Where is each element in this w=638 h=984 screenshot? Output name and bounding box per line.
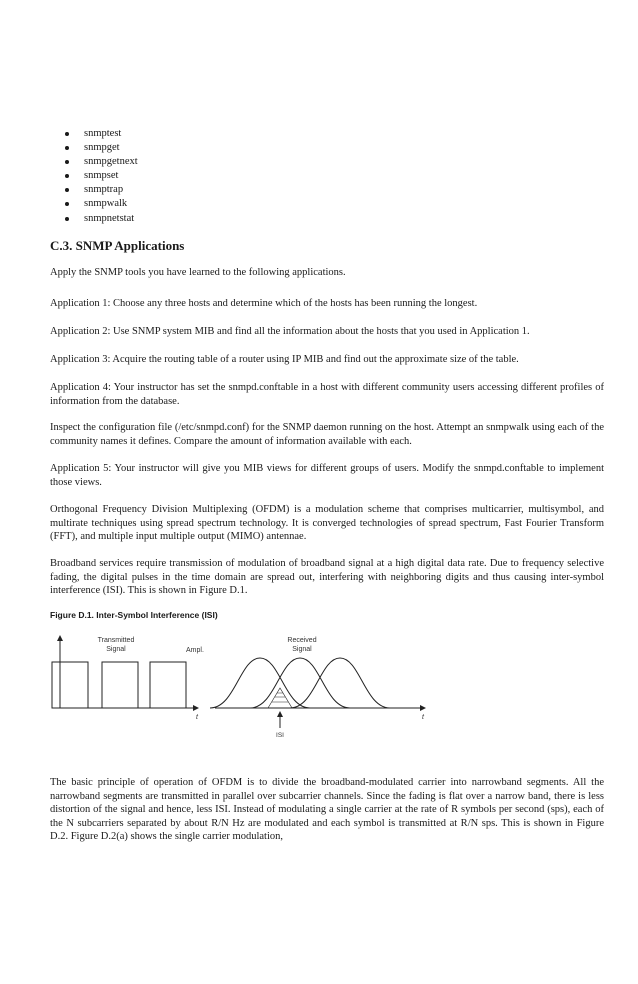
- isi-figure: [50, 632, 430, 740]
- transmitted-pulse: [52, 662, 88, 708]
- snmp-tools-list: [62, 127, 138, 226]
- received-label: Received: [287, 637, 317, 644]
- paragraph-application-2: Application 2: Use SNMP system MIB and find all the information about the hosts that you used in Application 1.: [50, 326, 530, 337]
- paragraph-ofdm-principle: The basic principle of operation of OFDM is to divide the broadband-modulated carrier into narrowband segments. All the narrowband segments are transmitted in parallel over subcarrier channels. Since the fading is flat over a narrow band, there is less distortion of the signal and hence, less ISI. Instead of modulating a single carrier at the rate of R symbols per second (sps), each of the N subcarriers separated by about R/N Hz are modulated and each symbol is transmitted at R/N sps. This is shown in Figure D.2. Figure D.2(a) shows the single carrier modulation,: [50, 777, 604, 843]
- transmitted-pulse: [102, 662, 138, 708]
- received-pulse: [250, 658, 350, 708]
- list-item: snmptest: [62, 127, 138, 141]
- transmitted-label: Signal: [106, 646, 126, 653]
- list-item: snmptrap: [62, 183, 138, 197]
- transmitted-signal-panel: [52, 636, 199, 721]
- left-time-axis-label: t: [196, 714, 198, 721]
- transmitted-label: Transmitted: [97, 637, 135, 644]
- paragraph-inspect-config: Inspect the configuration file (/etc/snmpd.conf) for the SNMP daemon running on the host. Attempt an snmpwalk using each of the community names it defines. Compare the amount of information available with each.: [50, 422, 604, 447]
- paragraph-application-1: Application 1: Choose any three hosts and determine which of the hosts has been running the longest.: [50, 298, 478, 309]
- transmitted-pulse: [150, 662, 186, 708]
- list-item: snmpset: [62, 169, 138, 183]
- list-item: snmpget: [62, 141, 138, 155]
- section-heading: C.3. SNMP Applications: [50, 238, 185, 253]
- isi-label: ISI: [276, 732, 284, 739]
- received-pulse: [210, 658, 310, 708]
- list-item: snmpnetstat: [62, 212, 138, 226]
- list-item: snmpwalk: [62, 197, 138, 211]
- paragraph-application-3: Application 3: Acquire the routing table of a router using IP MIB and find out the approximate size of the table.: [50, 354, 519, 365]
- list-item: snmpgetnext: [62, 155, 138, 169]
- paragraph-broadband-isi: Broadband services require transmission of modulation of broadband signal at a high digital data rate. Due to frequency selective fading, the digital pulses in the time domain are spread out, interfering with neighboring digits and thus causing inter-symbol interference (ISI). This is shown in Figure D.1.: [50, 558, 604, 597]
- received-label: Signal: [292, 646, 312, 653]
- figure-caption: Figure D.1. Inter-Symbol Interference (ISI): [50, 610, 218, 620]
- paragraph-application-5: Application 5: Your instructor will give you MIB views for different groups of users. Modify the snmpd.conftable to implement those views.: [50, 463, 604, 488]
- received-pulse: [290, 658, 390, 708]
- amplitude-axis-label: Ampl.: [186, 647, 204, 654]
- paragraph-ofdm-definition: Orthogonal Frequency Division Multiplexing (OFDM) is a modulation scheme that comprises multicarrier, multisymbol, and multirate techniques using spread spectrum technology. It is converged technologies of spread spectrum, Fast Fourier Transform (FFT), and multiple input multiple output (MIMO) antennae.: [50, 504, 604, 543]
- received-signal-panel: [186, 637, 425, 739]
- right-time-axis-label: t: [422, 714, 424, 721]
- paragraph-application-4: Application 4: Your instructor has set the snmpd.conftable in a host with different community users accessing different profiles of information from the database.: [50, 382, 604, 407]
- paragraph-intro: Apply the SNMP tools you have learned to the following applications.: [50, 267, 346, 278]
